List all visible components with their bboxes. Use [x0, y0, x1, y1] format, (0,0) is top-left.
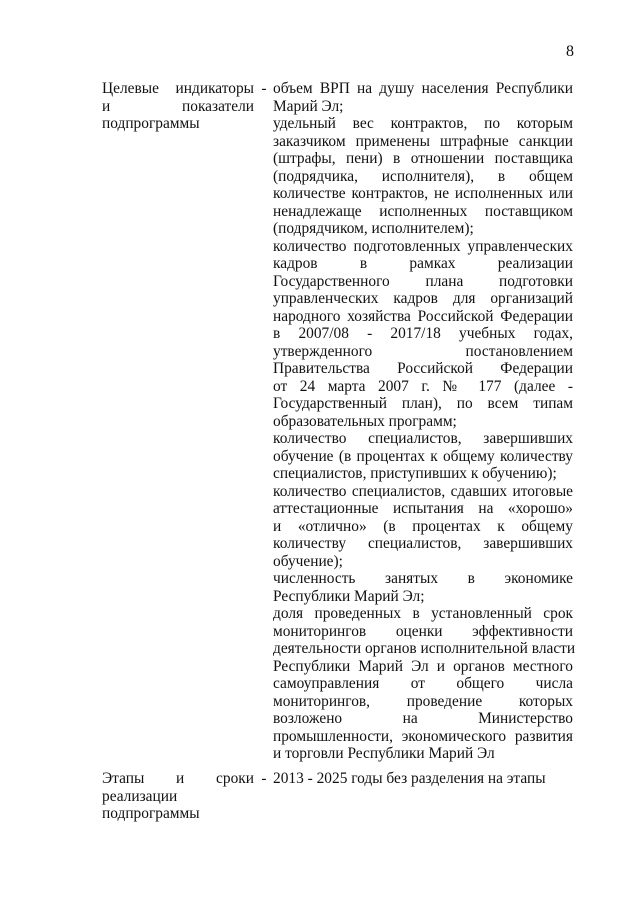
content-line: самоуправления от общего числа — [273, 675, 573, 692]
content-line: заказчиком применены штрафные санкции — [273, 132, 573, 150]
label-line: подпрограммы — [102, 115, 200, 132]
separator-dash: - — [261, 80, 267, 97]
content-line: деятельности органов исполнительной власти — [273, 640, 576, 657]
content-line: (подрядчиком, исполнителем); — [273, 220, 474, 237]
content-line: утвержденного постановлением — [273, 342, 573, 360]
content-line: аттестационные испытания на «хорошо» — [273, 500, 573, 517]
content-line: Республики Марий Эл; — [273, 587, 425, 605]
content-line: объем ВРП на душу населения Республики — [273, 80, 573, 97]
content-line: в 2007/08 - 2017/18 учебных годах, — [273, 325, 573, 342]
section-stages-and-terms — [102, 770, 572, 840]
label-line: Этапы и сроки — [102, 770, 254, 787]
content-line: (подрядчика, исполнителя), в общем — [273, 167, 573, 185]
content-line: мониторингов оценки эффективности — [273, 622, 573, 640]
content-line: мониторингов, проведение которых — [273, 692, 573, 710]
content-line: кадров в рамках реализации — [273, 255, 573, 272]
section-label — [102, 770, 254, 823]
page-number: 8 — [566, 43, 574, 60]
section-content — [273, 80, 576, 763]
label-line: Целевые индикаторы — [102, 80, 254, 97]
content-line: управленческих кадров для организаций — [273, 290, 573, 307]
content-line: и «отлично» (в процентах к общему — [273, 517, 573, 535]
content-line: удельный вес контрактов, по которым — [273, 115, 573, 132]
content-line: количеству специалистов, завершивших — [273, 535, 573, 552]
content-line: ненадлежаще исполненных поставщиком — [273, 202, 573, 220]
content-line: обучение (в процентах к общему количеству — [273, 447, 573, 465]
content-line: от 24 марта 2007 г. № 177 (далее - — [273, 377, 573, 395]
label-line: подпрограммы — [102, 805, 200, 822]
content-line: народного хозяйства Российской Федерации — [273, 307, 573, 325]
content-line: Государственного плана подготовки — [273, 272, 573, 290]
content-line: численность занятых в экономике — [273, 570, 573, 587]
separator-dash: - — [261, 770, 267, 787]
content-line: и торговли Республики Марий Эл — [273, 745, 495, 762]
content-line: Республики Марий Эл и органов местного — [273, 657, 573, 675]
content-line: образовательных программ; — [273, 412, 457, 430]
content-line: промышленности, экономического развития — [273, 727, 573, 745]
section-label — [102, 80, 254, 133]
content-line: возложено на Министерство — [273, 710, 573, 727]
label-line: реализации — [102, 787, 178, 805]
content-line: Правительства Российской Федерации — [273, 360, 573, 377]
content-line: специалистов, приступивших к обучению); — [273, 465, 557, 482]
content-line: количество специалистов, завершивших — [273, 430, 573, 447]
content-line: обучение); — [273, 552, 343, 570]
content-line: доля проведенных в установленный срок — [273, 605, 573, 622]
content-line: количество подготовленных управленческих — [273, 237, 573, 255]
content-line: Марий Эл; — [273, 97, 344, 115]
content-line: Государственный план), по всем типам — [273, 395, 573, 412]
content-line: количество специалистов, сдавших итоговые — [273, 482, 573, 500]
content-line: 2013 - 2025 годы без разделения на этапы — [273, 770, 546, 787]
label-line: и показатели — [102, 97, 254, 115]
section-target-indicators — [102, 80, 576, 762]
content-line: количестве контрактов, не исполненных или — [273, 185, 573, 202]
section-content — [273, 770, 573, 788]
content-line: (штрафы, пени) в отношении поставщика — [273, 150, 573, 167]
